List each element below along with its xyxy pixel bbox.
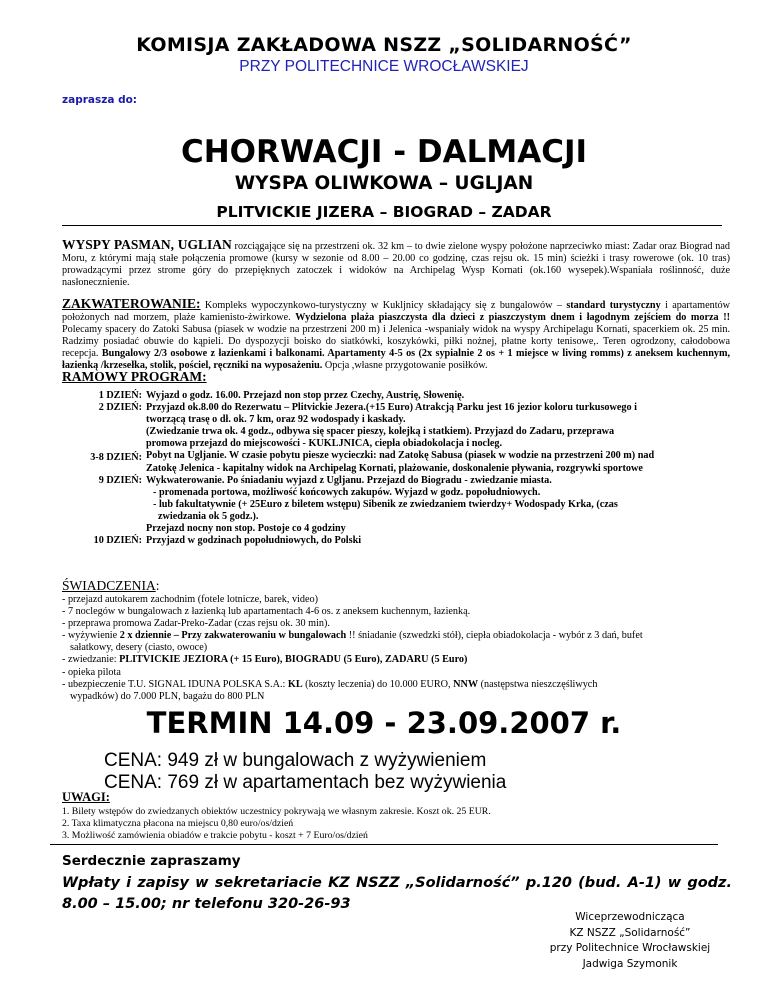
insurance-text-1: (koszty leczenia) do 10.000 EURO,: [302, 678, 454, 690]
accommodation-beach: Wydzielona plaża piaszczysta dla dzieci z piaszczystym dnem i łagodnym zejściem do morza !!: [295, 312, 730, 324]
program-day-10: [62, 535, 730, 547]
list-item: [62, 654, 730, 666]
program-line: Pobyt na Ugljanie. W czasie pobytu piesze wycieczki: nad Zatokę Sabusa (piasek w wodzie na przestrzeni 200 m) nad: [146, 450, 655, 462]
organization-title: KOMISJA ZAKŁADOWA NSZZ „SOLIDARNOŚĆ”: [136, 34, 632, 56]
program-line: tworzącą trasę o dł. ok. 7 km, oraz 92 wodospady i kaskady.: [146, 414, 406, 426]
price-bungalow: CENA: 949 zł w bungalowach z wyżywieniem: [104, 750, 487, 771]
header-divider: [62, 225, 722, 226]
program-list: [62, 390, 730, 547]
list-item: [62, 630, 730, 642]
trip-dates: TERMIN 14.09 - 23.09.2007 r.: [146, 706, 622, 740]
footer-divider: [50, 844, 718, 845]
services-list: [62, 594, 730, 703]
sightseeing-bold: PLITVICKIE JEZIORA (+ 15 Euro), BIOGRADU (5 Euro), ZADARU (5 Euro): [119, 654, 468, 666]
accommodation-text-2: i apartamentów położonych nad morzem, plaże kamienisto-żwirkowe.: [62, 300, 730, 324]
islands-label: WYSPY PASMAN, UGLIAN: [62, 237, 232, 252]
program-day-text: Przyjazd w godzinach popołudniowych, do Polski: [146, 535, 362, 547]
program-day-label: 2 DZIEŃ:: [98, 402, 142, 414]
program-day-text: Wyjazd o godz. 16.00. Przejazd non stop przez Czechy, Austrię, Słowenię.: [146, 390, 465, 401]
subtitle-route: PLITVICKIE JIZERA – BIOGRAD – ZADAR: [216, 203, 552, 221]
list-item: [62, 679, 730, 691]
accommodation-paragraph: [62, 298, 730, 373]
list-item: - przejazd autokarem zachodnim (fotele lotnicze, barek, video): [62, 594, 318, 605]
list-item-continuation: sałatkowy, desery (ciasto, owoce): [70, 642, 208, 654]
payment-info: Wpłaty i zapisy w sekretariacie KZ NSZZ „Solidarność” p.120 (bud. A-1) w godz. 8.00 – 15.00; nr telefonu 320-26-93: [62, 875, 732, 912]
insurance-text-2: (następstwa nieszczęśliwych: [478, 678, 598, 690]
signature-person: Jadwiga Szymonik: [582, 957, 678, 970]
invitation-closing: Serdecznie zapraszamy: [62, 853, 241, 869]
insurance-prefix: - ubezpieczenie T.U. SIGNAL IDUNA POLSKA S.A.:: [62, 678, 288, 690]
islands-text: rozciągające się na przestrzeni ok. 32 km – to dwie zielone wyspy położone naprzeciwko miast: Zadar oraz Biograd nad Moru, z którymi mają stałe połączenia promowe (kursy w sezonie od 8.00 – 20.00 co godzinę, czas rejsu ok. 15 min) ścieżki i trasy rowerowe (ok. 10 tras) prowadzącymi przez strome góry do przepięknych zatoczek i widoków na Archipelag Wysp Kornati (ok.160 wysepek).Wspaniała roślinność, duże nasłonecznienie.: [62, 241, 730, 289]
insurance-nnw: NNW: [453, 678, 479, 690]
list-item: - opieka pilota: [62, 666, 121, 678]
program-heading: RAMOWY PROGRAM:: [62, 369, 207, 384]
accommodation-text-3: Polecamy spacery do Zatoki Sabusa (piasek w wodzie na przestrzeni 200 m) i Jelenica -wspaniały widok na wyspy Archipelagu Kornati, spacerkiem ok. 25 min. Radzimy posiadać obuwie do kąpieli. Do dyspozycji boisko do siatkówki, koszykówki, piłki nożnej, płatne korty tenisowe,. Teren ogrodzony, całodobowa recepcja.: [62, 324, 730, 360]
accommodation-standard: standard turystyczny: [566, 300, 661, 311]
program-day-2: [62, 402, 730, 450]
program-line: Przyjazd ok.8.00 do Rezerwatu – Plitvickie Jezera.(+15 Euro) Atrakcją Parku jest 16 jezior koloru turkusowego i: [146, 402, 637, 414]
program-day-label: 1 DZIEŃ:: [98, 390, 142, 401]
services-heading-colon: :: [155, 578, 160, 593]
accommodation-text-1: Kompleks wypoczynkowo-turystyczny w Kukljnicy składający się z bungalowów –: [200, 300, 567, 311]
signature-org: KZ NSZZ „Solidarność”: [569, 926, 691, 939]
list-item: 3. Możliwość zamówienia obiadów e trakcie pobytu - koszt + 7 Euro/os/dzień: [62, 830, 368, 841]
program-line: - promenada portowa, możliwość końcowych zakupów. Wyjazd w godz. popołudniowych.: [153, 486, 541, 498]
price-apartment: CENA: 769 zł w apartamentach bez wyżywienia: [104, 772, 507, 793]
services-heading: [62, 578, 160, 594]
list-item: 2. Taxa klimatyczna płacona na miejscu 0,80 euro/os/dzień: [62, 818, 294, 829]
program-line: Zatokę Jelenica - kapitalny widok na Archipelag Kornati, plażowanie, doskonalenie pływania, rozgrywki sportowe: [146, 462, 643, 474]
services-heading-text: ŚWIADCZENIA: [62, 578, 156, 593]
sightseeing-prefix: - zwiedzanie:: [62, 654, 120, 666]
program-line: Przejazd nocny non stop. Postoje co 4 godziny: [146, 523, 346, 535]
meal-bold: 2 x dziennie – Przy zakwaterowaniu w bungalowach: [119, 630, 347, 642]
invite-text: zaprasza do:: [62, 94, 138, 106]
signature-role: Wiceprzewodnicząca: [575, 911, 685, 923]
program-line: (Zwiedzanie trwa ok. 4 godz., odbywa się spacer pieszy, kolejką i statkiem). Przyjazd do Zadaru, przeprawa: [146, 426, 615, 438]
meal-prefix: - wyżywienie: [62, 630, 120, 642]
insurance-kl: KL: [287, 678, 303, 690]
main-title: CHORWACJI - DALMACJI: [180, 134, 588, 170]
notes-heading: UWAGI:: [62, 790, 110, 804]
program-day-1: [62, 390, 730, 402]
meal-text: !! śniadanie (szwedzki stół), ciepła obiadokolacja - wybór z 3 dań, bufet: [346, 630, 643, 642]
accommodation-label: ZAKWATEROWANIE:: [62, 296, 201, 311]
program-line: promowa przejazd do miejscowości - KUKLJNICA, ciepła obiadokolacja i nocleg.: [146, 438, 503, 450]
list-item: 1. Bilety wstępów do zwiedzanych obiektów uczestnicy pokrywają we własnym zakresie. Koszt ok. 25 EUR.: [62, 806, 491, 817]
signature-institution: przy Politechnice Wrocławskiej: [549, 942, 711, 954]
accommodation-text-4: Opcja ,własne przygotowanie posiłków.: [322, 360, 488, 372]
accommodation-rooms: Bungalowy 2/3 osobowe z łazienkami i balkonami. Apartamenty 4-5 os (2x sypialnie 2 os + 1 miejsce w living romms) z aneksem kuchennym, łazienką /krzesełka, stolik, pościel, ręczniki na wyposażeniu.: [62, 348, 730, 372]
program-line: - lub fakultatywnie (+ 25Euro z biletem wstępu) Sibenik ze zwiedzaniem twierdzy+ Wodospady Krka, (czas: [153, 498, 618, 510]
subtitle-island: WYSPA OLIWKOWA – UGLJAN: [234, 173, 534, 194]
program-day-9: [62, 475, 730, 535]
notes-list: [62, 806, 730, 842]
organization-subtitle: PRZY POLITECHNICE WROCŁAWSKIEJ: [239, 58, 529, 75]
program-day-label: 3-8 DZIEŃ:: [90, 452, 142, 464]
program-line: zwiedzania ok 5 godz.).: [158, 510, 259, 522]
program-day-label: 10 DZIEŃ:: [93, 535, 142, 547]
list-item: - 7 noclegów w bungalowach z łazienką lub apartamentach 4-6 os. z aneksem kuchennym, łazienką.: [62, 606, 471, 618]
list-item-continuation: wypadków) do 7.000 PLN, bagażu do 800 PLN: [70, 690, 265, 702]
program-day-label: 9 DZIEŃ:: [98, 474, 142, 486]
program-day-3-8: [62, 450, 730, 474]
signature-block: [510, 910, 750, 972]
islands-paragraph: [62, 239, 730, 289]
program-line: Wykwaterowanie. Po śniadaniu wyjazd z Ugljanu. Przejazd do Biogradu - zwiedzanie miasta.: [146, 474, 552, 486]
list-item: - przeprawa promowa Zadar-Preko-Zadar (czas rejsu ok. 30 min).: [62, 618, 330, 630]
